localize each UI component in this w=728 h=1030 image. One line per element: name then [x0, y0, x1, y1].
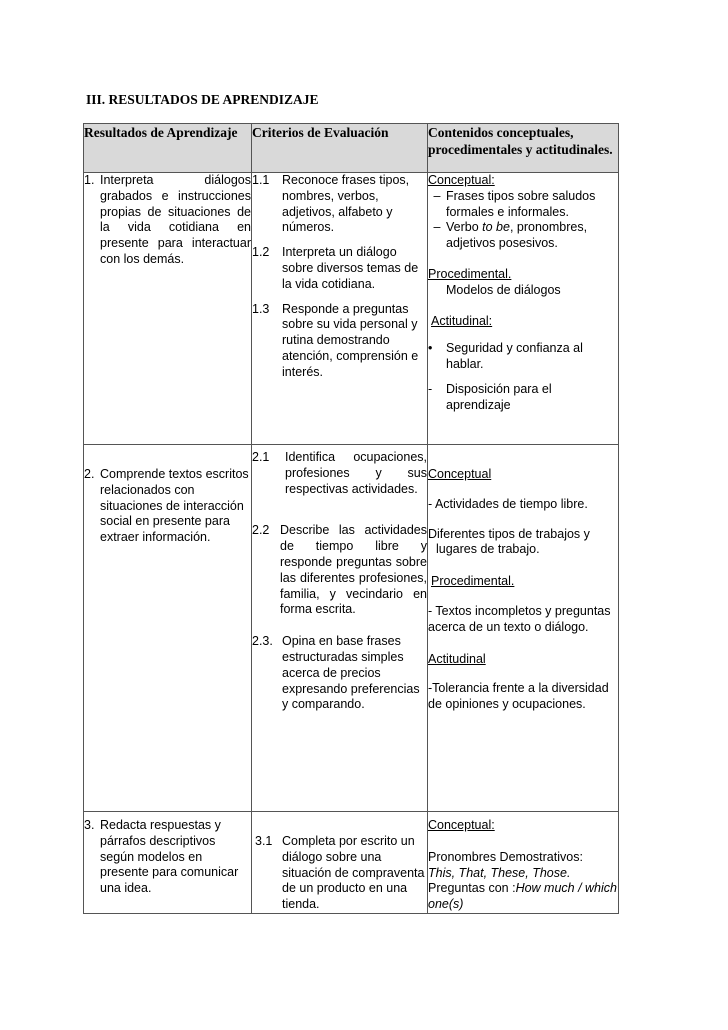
criterion-item: [252, 523, 427, 618]
conceptual-item: Diferentes tipos de trabajos y lugares de trabajo.: [428, 526, 590, 557]
conceptual-item: - Actividades de tiempo libre.: [428, 496, 588, 511]
actitudinal-label: Actitudinal:: [431, 313, 493, 328]
criteria-cell: [252, 173, 428, 445]
list-item: [428, 220, 618, 252]
criterion-number: 2.1: [252, 450, 270, 464]
section-heading: III. RESULTADOS DE APRENDIZAJE: [86, 92, 319, 107]
result-number: 2.: [84, 467, 95, 481]
conceptual-item: Verbo to be, pronombres, adjetivos posesivos.: [446, 220, 588, 251]
dash-marker: -: [428, 381, 433, 396]
conceptual-label: Conceptual: [428, 467, 492, 481]
dash-marker: –: [433, 188, 441, 203]
criterion-item: [252, 834, 427, 913]
result-number: 1.: [84, 173, 95, 187]
result-cell: [84, 173, 252, 445]
learning-outcomes-table: [83, 123, 619, 914]
list-item: [428, 382, 618, 414]
criterion-item: [252, 302, 427, 381]
result-item: [84, 467, 251, 546]
conceptual-item: Frases tipos sobre saludos formales e informales.: [446, 188, 596, 219]
actitudinal-text: -Tolerancia frente a la diversidad de opiniones y ocupaciones.: [428, 681, 609, 712]
result-cell: [84, 445, 252, 812]
header-criterios: Criterios de Evaluación: [252, 124, 428, 173]
criterion-item: [252, 450, 427, 497]
bullet-marker: •: [428, 341, 433, 356]
criterion-item: [252, 173, 427, 236]
procedimental-text: Modelos de diálogos: [446, 282, 561, 297]
actitudinal-item: Seguridad y confianza al hablar.: [446, 341, 583, 372]
criterion-text: Interpreta un diálogo sobre diversos temas de la vida cotidiana.: [282, 245, 419, 291]
criterion-number: 1.3: [252, 301, 270, 316]
table-row: [84, 173, 619, 445]
criterion-number: 1.1: [252, 173, 270, 187]
actitudinal-item: Disposición para el aprendizaje: [446, 381, 552, 412]
result-text: Redacta respuestas y párrafos descriptivos según modelos en presente para comunicar una idea.: [100, 818, 239, 896]
criteria-cell: [252, 445, 428, 812]
criterion-item: [252, 245, 427, 292]
conceptual-item: This, That, These, Those.: [428, 865, 571, 880]
criteria-cell: [252, 812, 428, 914]
conceptual-label: Conceptual:: [428, 818, 495, 832]
conceptual-item: Preguntas con :How much / which one(s): [428, 881, 617, 912]
conceptual-item: Pronombres Demostrativos:: [428, 849, 583, 864]
criterion-item: [252, 634, 427, 713]
criterion-text: Responde a preguntas sobre su vida personal y rutina demostrando atención, comprensión e interés.: [282, 301, 419, 379]
table-row: [84, 812, 619, 914]
criterion-text: Identifica ocupaciones, profesiones y sus respectivas actividades.: [285, 450, 427, 496]
criterion-text: Describe las actividades de tiempo libre y responde preguntas sobre las diferentes profesiones, familia, y vecindario en forma escrita.: [280, 523, 427, 617]
result-text: Interpreta diálogos grabados e instrucciones propias de situaciones de la vida cotidiana en presente para interactuar con los demás.: [100, 173, 251, 266]
list-item: [428, 341, 618, 373]
actitudinal-label: Actitudinal: [428, 651, 486, 666]
content-cell: [428, 445, 619, 812]
criterion-number: 3.1: [255, 834, 273, 848]
criterion-number: 2.2: [252, 523, 270, 538]
procedimental-label: Procedimental.: [431, 574, 515, 589]
content-cell: [428, 812, 619, 914]
table-row: [84, 445, 619, 812]
procedimental-text: - Textos incompletos y preguntas acerca de un texto o diálogo.: [428, 603, 611, 634]
result-text: Comprende textos escritos relacionados con situaciones de interacción social en presente para extraer información.: [100, 467, 249, 545]
table-header-row: [84, 124, 619, 173]
conceptual-label: Conceptual:: [428, 173, 495, 187]
criterion-number: 1.2: [252, 245, 270, 260]
list-item: [428, 189, 618, 221]
header-resultados: Resultados de Aprendizaje: [84, 124, 252, 173]
result-item: [84, 173, 251, 268]
result-cell: [84, 812, 252, 914]
header-contenidos: Contenidos conceptuales, procedimentales y actitudinales.: [428, 124, 619, 173]
criterion-number: 2.3.: [252, 634, 273, 649]
criterion-text: Opina en base frases estructuradas simples acerca de precios expresando preferencias y comparando.: [282, 634, 420, 712]
content-cell: [428, 173, 619, 445]
result-number: 3.: [84, 818, 95, 832]
criterion-text: Reconoce frases tipos, nombres, verbos, adjetivos, alfabeto y números.: [282, 173, 410, 235]
result-item: [84, 818, 251, 897]
dash-marker: –: [433, 220, 441, 235]
procedimental-label: Procedimental.: [428, 266, 512, 281]
criterion-text: Completa por escrito un diálogo sobre una situación de compraventa de un producto en una tienda.: [282, 834, 425, 912]
